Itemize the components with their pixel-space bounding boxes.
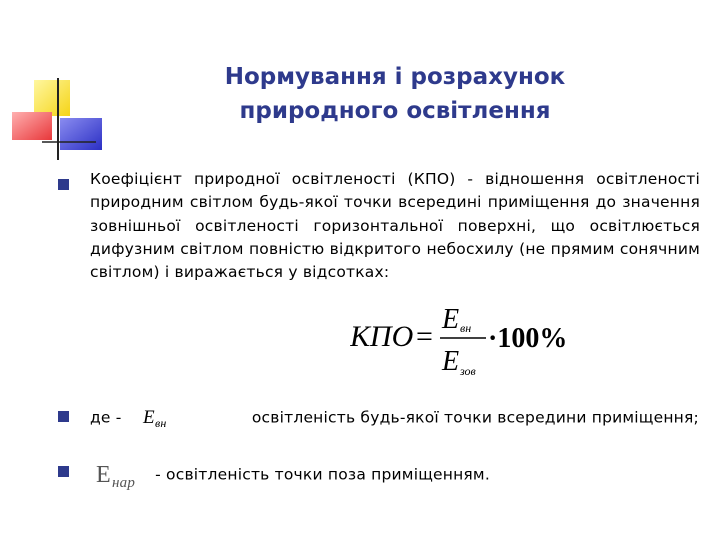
bullet-marker	[58, 466, 69, 477]
kpo-formula	[350, 300, 570, 390]
outer-symbol-sub: нар	[112, 475, 136, 490]
logo-blue-square	[60, 118, 102, 150]
formula-lhs: КПО	[350, 320, 414, 353]
outer-illuminance-paragraph	[90, 460, 700, 490]
inner-symbol-var: E	[142, 407, 155, 428]
inner-symbol-sub: вн	[154, 416, 167, 430]
outer-symbol-var: E	[96, 462, 111, 488]
where-prefix: де -	[90, 408, 122, 427]
outer-illuminance-symbol	[90, 460, 150, 490]
title-line-2: природного освітлення	[239, 98, 551, 124]
decorative-squares-logo	[0, 0, 120, 170]
slide-title	[150, 60, 640, 128]
formula-numerator-sub: вн	[460, 321, 472, 335]
definition-paragraph: Коефіцієнт природної освітленості (КПО) - відношення освітленості природним світлом будь-якої точки всередині приміщення до значення зовнішньої освітленості горизонтальної поверхні, що освітлюється дифузним світлом повністю відкритого небосхилу (не прямим сонячним світлом) і виражається у відсотках:	[90, 170, 700, 282]
formula-numerator-var: E	[442, 304, 460, 335]
inner-illuminance-paragraph	[90, 405, 700, 431]
formula-denominator-sub: зов	[460, 364, 476, 378]
bullet-marker	[58, 179, 69, 190]
formula-multiplier: ·100%	[488, 323, 568, 354]
inner-illuminance-symbol	[127, 405, 247, 431]
logo-red-square	[12, 112, 52, 140]
formula-equals: =	[416, 320, 433, 353]
bullet-marker	[58, 411, 69, 422]
title-line-1: Нормування і розрахунок	[224, 64, 566, 90]
outer-illuminance-text: - освітленість точки поза приміщенням.	[155, 465, 490, 484]
inner-illuminance-text: освітленість будь-якої точки всередини приміщення;	[251, 408, 699, 427]
logo-yellow-square	[34, 80, 70, 116]
formula-denominator-var: E	[442, 346, 460, 377]
